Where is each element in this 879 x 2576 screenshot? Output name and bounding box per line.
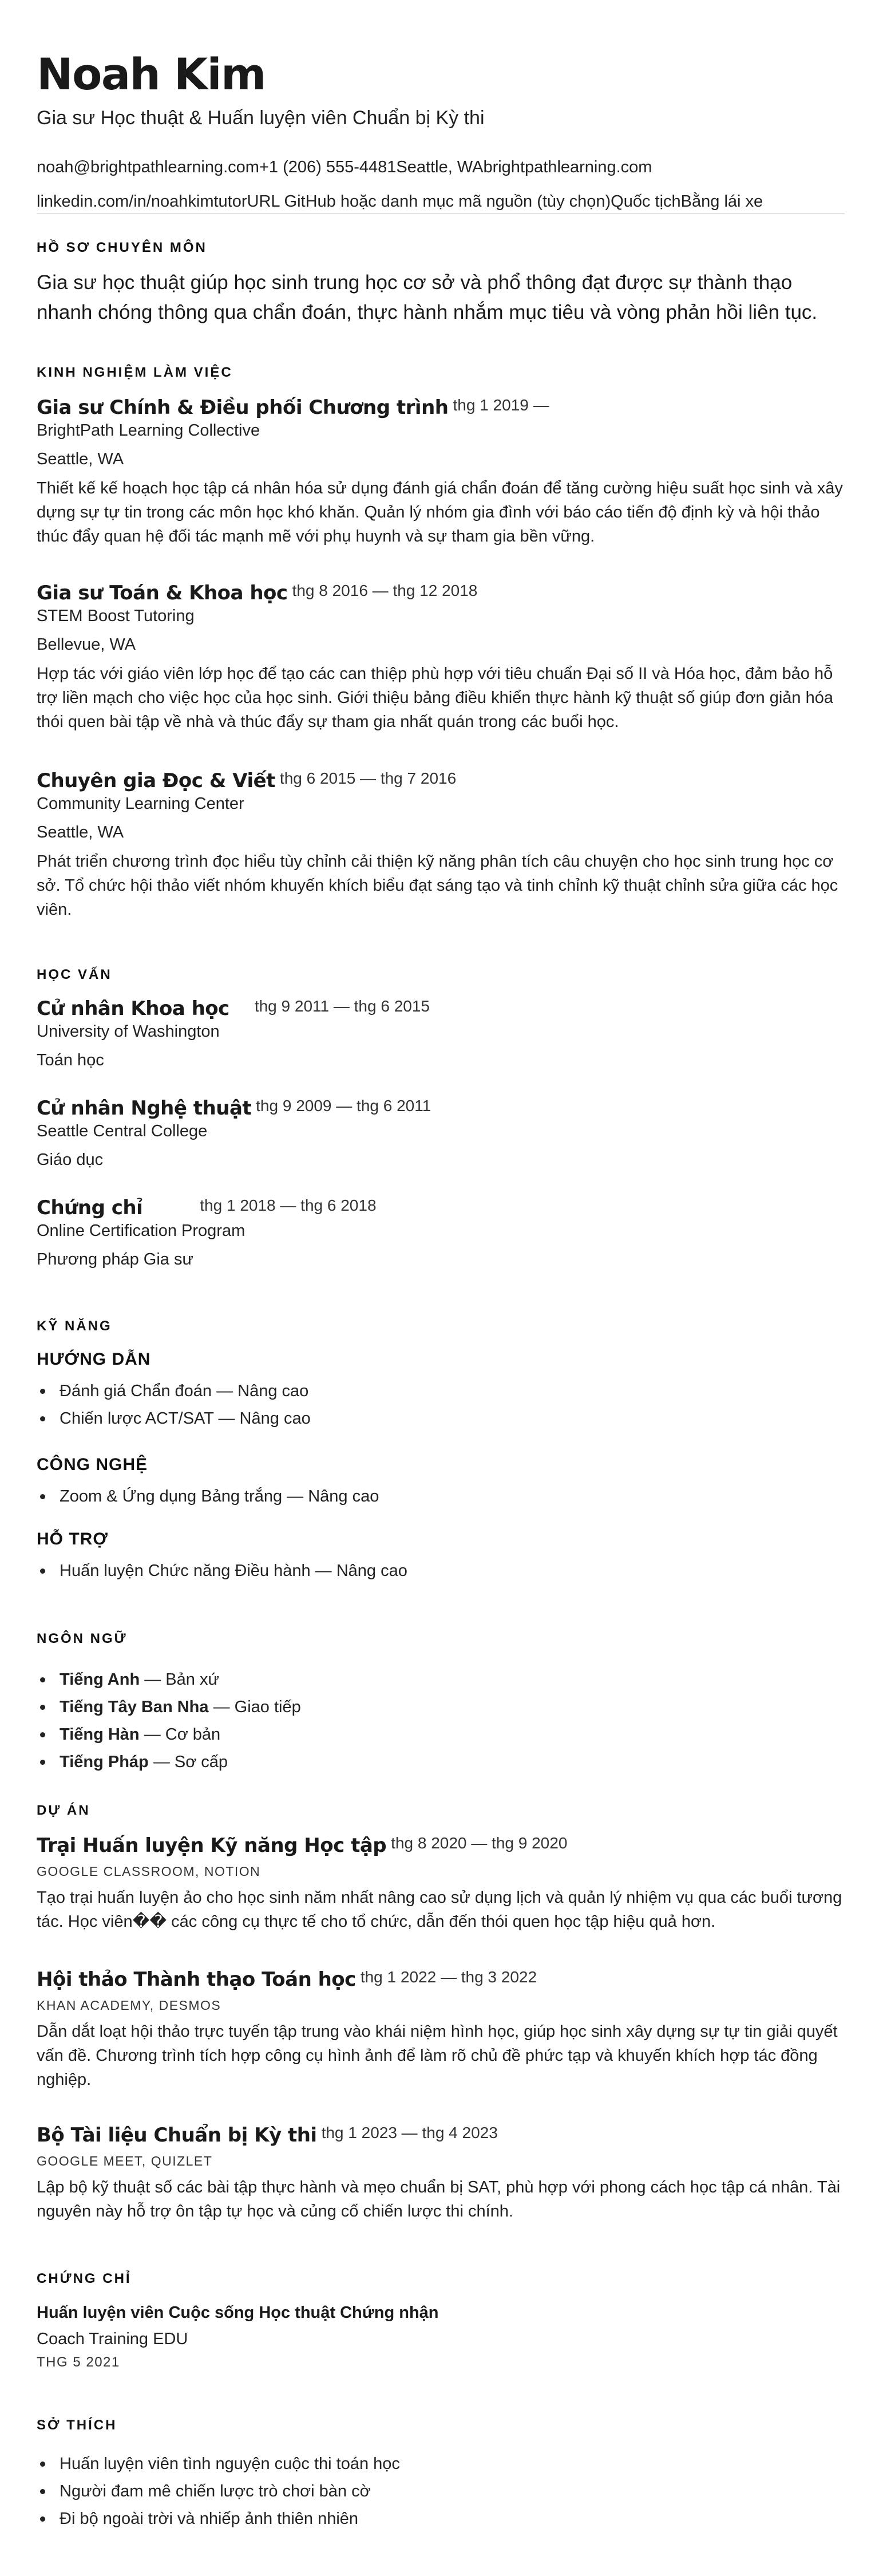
languages-section: [37, 1630, 301, 1776]
job-dates: thg 6 2015 — thg 7 2016: [279, 769, 457, 787]
education-entry: [37, 997, 430, 1072]
skill-group: [37, 1350, 311, 1432]
license-text: Bằng lái xe: [680, 192, 763, 211]
skill-group-title: HỖ TRỢ: [37, 1530, 108, 1548]
job-org: Community Learning Center: [37, 795, 244, 813]
project-dates: thg 1 2022 — thg 3 2022: [360, 1968, 537, 1986]
interests-section: [37, 2417, 400, 2532]
school-name: Seattle Central College: [37, 1122, 208, 1140]
list-item: [60, 1666, 301, 1693]
resume-header: [37, 47, 842, 214]
project-entry: [37, 2124, 849, 2223]
linkedin-link[interactable]: linkedin.com/in/noahkimtutor: [37, 192, 247, 211]
section-title: CHỨNG CHỈ: [37, 2271, 132, 2286]
degree-field: Toán học: [37, 1051, 104, 1069]
skill-group-title: CÔNG NGHỆ: [37, 1455, 148, 1474]
project-dates: thg 8 2020 — thg 9 2020: [391, 1834, 568, 1852]
projects-section: [37, 1802, 90, 1819]
project-description: Tạo trại huấn luyện ảo cho học sinh năm nhất nâng cao sử dụng lịch và quản lý nhiệm vụ qua các buổi tương tác. Học viên�� các công cụ thực tế cho tổ chức, dẫn đến thói quen học tập hiệu quả hơn.: [37, 1888, 842, 1931]
experience-entry: [37, 769, 849, 922]
list-item: Đi bộ ngoài trời và nhiếp ảnh thiên nhiên: [60, 2505, 400, 2532]
language-name: Tiếng Pháp: [60, 1753, 149, 1771]
job-title: Chuyên gia Đọc & Viết: [37, 769, 275, 792]
skill-group: [37, 1530, 407, 1585]
degree-title: Cử nhân Nghệ thuật: [37, 1097, 252, 1120]
experience-entry: [37, 396, 849, 548]
project-description: Dẫn dắt loạt hội thảo trực tuyến tập trung vào khái niệm hình học, giúp học sinh xây dựng sự tự tin giải quyết vấn đề. Chương trình tích hợp công cụ hình ảnh để làm rõ chủ đề phức tạp và khuyến khích hợp tác đồng nghiệp.: [37, 2022, 838, 2089]
degree-title: Chứng chỉ: [37, 1196, 143, 1219]
section-title: KỸ NĂNG: [37, 1318, 112, 1334]
skill-list: [37, 1377, 311, 1432]
degree-dates: thg 9 2009 — thg 6 2011: [256, 1097, 431, 1115]
list-item: Đánh giá Chẩn đoán — Nâng cao: [60, 1377, 311, 1405]
school-name: Online Certification Program: [37, 1222, 246, 1240]
education-entry: [37, 1097, 431, 1171]
list-item: [60, 1721, 301, 1748]
job-description: Phát triển chương trình đọc hiểu tùy chỉnh cải thiện kỹ năng phân tích câu chuyện cho học sinh trung học cơ sở. Tổ chức hội thảo viết nhóm khuyến khích biểu đạt sáng tạo và tinh chỉnh kỹ thuật chỉnh sửa giữa các học viên.: [37, 852, 838, 919]
website-link[interactable]: brightpathlearning.com: [483, 158, 652, 176]
certification-title: Huấn luyện viên Cuộc sống Học thuật Chứng nhận: [37, 2304, 439, 2322]
list-item: Huấn luyện Chức năng Điều hành — Nâng cao: [60, 1557, 407, 1585]
list-item: Zoom & Ứng dụng Bảng trắng — Nâng cao: [60, 1483, 379, 1510]
summary-text: Gia sư học thuật giúp học sinh trung học cơ sở và phổ thông đạt được sự thành thạo nhanh chóng thông qua chẩn đoán, thực hành nhắm mục tiêu và vòng phản hồi liên tục.: [37, 271, 818, 323]
contact-line-secondary: [37, 190, 842, 213]
language-level: — Giao tiếp: [208, 1698, 301, 1716]
degree-field: Phương pháp Gia sư: [37, 1250, 193, 1269]
github-link[interactable]: URL GitHub hoặc danh mục mã nguồn (tùy chọn): [247, 192, 611, 211]
language-list: [37, 1666, 301, 1776]
section-title: HỌC VẤN: [37, 967, 112, 982]
project-title: Trại Huấn luyện Kỹ năng Học tập: [37, 1834, 387, 1857]
header-divider: [37, 213, 845, 214]
project-description: Lập bộ kỹ thuật số các bài tập thực hành và mẹo chuẩn bị SAT, phù hợp với phong cách học tập cá nhân. Tài nguyên này hỗ trợ ôn tập tự học và củng cố chiến lược thi chính.: [37, 2178, 841, 2221]
location-text: Seattle, WA: [396, 158, 484, 176]
skill-list: [37, 1557, 407, 1585]
job-dates: thg 8 2016 — thg 12 2018: [292, 582, 478, 599]
certification-entry: [37, 2301, 439, 2372]
list-item: Chiến lược ACT/SAT — Nâng cao: [60, 1405, 311, 1432]
contact-line-primary: [37, 156, 842, 179]
job-title: Gia sư Chính & Điều phối Chương trình: [37, 396, 449, 419]
degree-dates: thg 9 2011 — thg 6 2015: [254, 997, 430, 1015]
email-link[interactable]: noah@brightpathlearning.com: [37, 158, 259, 176]
candidate-name: Noah Kim: [37, 49, 266, 100]
project-dates: thg 1 2023 — thg 4 2023: [321, 2124, 498, 2142]
section-title: NGÔN NGỮ: [37, 1631, 128, 1646]
job-dates: thg 1 2019 —: [453, 396, 549, 414]
section-title: KINH NGHIỆM LÀM VIỆC: [37, 365, 233, 380]
project-title: Hội thảo Thành thạo Toán học: [37, 1968, 356, 1991]
degree-field: Giáo dục: [37, 1151, 104, 1169]
language-name: Tiếng Tây Ban Nha: [60, 1698, 209, 1716]
list-item: Người đam mê chiến lược trò chơi bàn cờ: [60, 2478, 400, 2505]
project-tech: KHAN ACADEMY, DESMOS: [37, 1998, 221, 2013]
phone-text: +1 (206) 555-4481: [259, 158, 397, 176]
language-level: — Cơ bản: [139, 1725, 221, 1744]
interest-list: [37, 2450, 400, 2532]
language-level: — Bản xứ: [140, 1670, 219, 1689]
language-name: Tiếng Hàn: [60, 1725, 140, 1744]
list-item: [60, 1748, 301, 1776]
project-entry: [37, 1834, 849, 1934]
skill-group: [37, 1455, 379, 1510]
section-title: SỞ THÍCH: [37, 2417, 117, 2433]
project-entry: [37, 1968, 849, 2092]
job-title: Gia sư Toán & Khoa học: [37, 582, 288, 605]
job-org: BrightPath Learning Collective: [37, 421, 260, 440]
experience-entry: [37, 582, 849, 734]
education-entry: [37, 1196, 377, 1271]
project-title: Bộ Tài liệu Chuẩn bị Kỳ thi: [37, 2124, 317, 2147]
school-name: University of Washington: [37, 1022, 220, 1041]
job-description: Thiết kế kế hoạch học tập cá nhân hóa sử dụng đánh giá chẩn đoán để tăng cường hiệu suất học sinh và xây dựng sự tự tin trong các môn học khó khăn. Quản lý nhóm gia đình với báo cáo tiến độ định kỳ và hội thảo thúc đẩy quan hệ đối tác mạnh mẽ với phụ huynh và sự tham gia bền vững.: [37, 479, 843, 546]
job-description: Hợp tác với giáo viên lớp học để tạo các can thiệp phù hợp với tiêu chuẩn Đại số II và Hóa học, đảm bảo hỗ trợ liền mạch cho việc học của học sinh. Giới thiệu bảng điều khiển thực hành kỹ thuật số giúp đơn giản hóa thói quen bài tập về nhà và thúc đẩy sự tham gia nhất quán trong các buổi học.: [37, 665, 833, 731]
experience-section: [37, 364, 233, 381]
job-location: Seattle, WA: [37, 450, 124, 468]
project-tech: GOOGLE MEET, QUIZLET: [37, 2154, 213, 2168]
job-location: Seattle, WA: [37, 823, 124, 841]
skill-group-title: HƯỚNG DẪN: [37, 1350, 151, 1369]
certification-date: THG 5 2021: [37, 2354, 120, 2370]
project-tech: GOOGLE CLASSROOM, NOTION: [37, 1864, 261, 1879]
skill-list: [37, 1483, 379, 1510]
citizenship-text: Quốc tịch: [611, 192, 681, 211]
certifications-section: [37, 2270, 439, 2372]
list-item: [60, 1693, 301, 1721]
section-title: DỰ ÁN: [37, 1803, 90, 1818]
job-location: Bellevue, WA: [37, 635, 136, 654]
job-org: STEM Boost Tutoring: [37, 607, 195, 625]
certification-issuer: Coach Training EDU: [37, 2330, 188, 2348]
language-level: — Sơ cấp: [148, 1753, 228, 1771]
education-section: [37, 966, 112, 983]
summary-section: [37, 239, 844, 327]
degree-dates: thg 1 2018 — thg 6 2018: [200, 1196, 377, 1214]
degree-title: Cử nhân Khoa học: [37, 997, 229, 1020]
list-item: Huấn luyện viên tình nguyện cuộc thi toán học: [60, 2450, 400, 2478]
section-title: HỒ SƠ CHUYÊN MÔN: [37, 240, 207, 255]
candidate-headline: Gia sư Học thuật & Huấn luyện viên Chuẩn bị Kỳ thi: [37, 107, 485, 129]
skills-section: [37, 1318, 112, 1335]
language-name: Tiếng Anh: [60, 1670, 140, 1689]
